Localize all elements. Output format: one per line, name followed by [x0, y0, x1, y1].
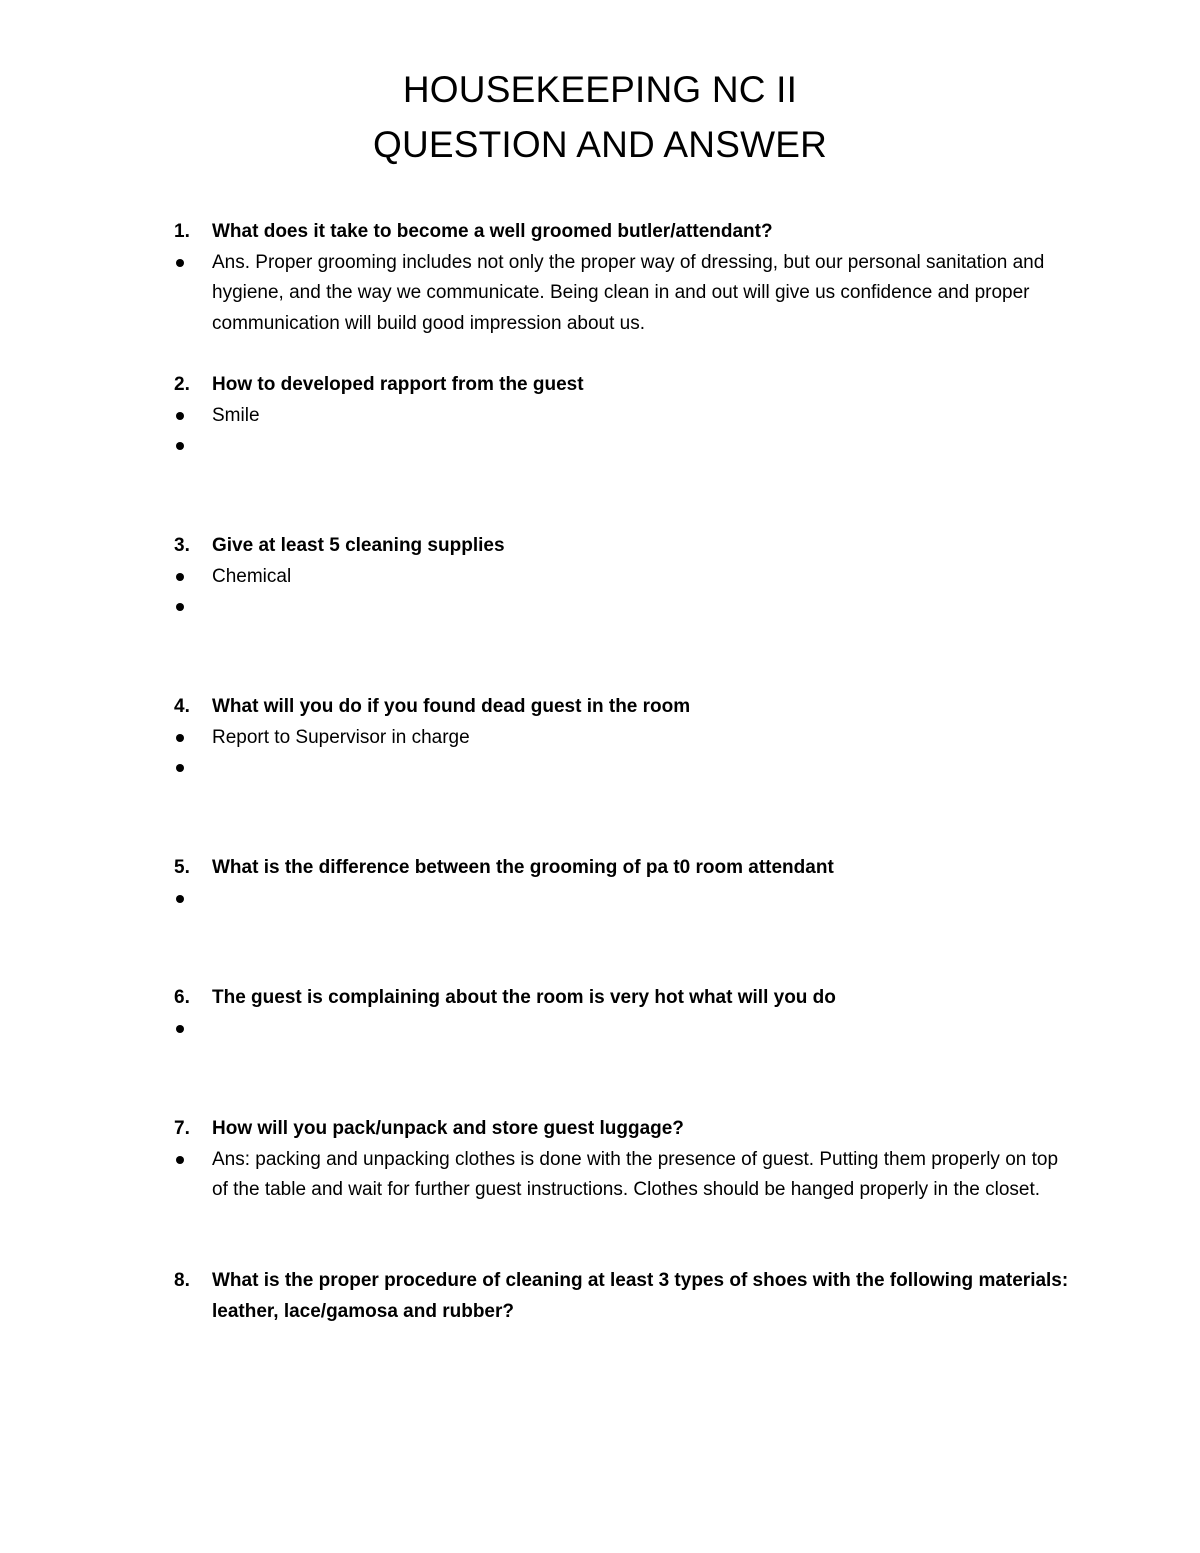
question-text: What is the difference between the grooming of pa t0 room attendant	[212, 857, 834, 878]
question-text: How to developed rapport from the guest	[212, 374, 584, 395]
answer-text: Report to Supervisor in charge	[212, 726, 470, 748]
answer-bullet-empty	[174, 592, 1074, 623]
answer-text: Ans. Proper grooming includes not only the proper way of dressing, but our personal sanitation and hygiene, and the way we communicate. Being clean in and out will give us confidence and proper communication will build good impression about us.	[212, 251, 1045, 334]
question-heading	[174, 531, 1074, 562]
question-3	[174, 531, 1074, 623]
question-heading	[174, 692, 1074, 723]
question-heading	[174, 1114, 1074, 1145]
document-title	[0, 62, 1200, 172]
bullet-icon	[176, 442, 184, 450]
question-heading	[174, 217, 1074, 248]
question-text: The guest is complaining about the room is very hot what will you do	[212, 987, 836, 1008]
question-text: Give at least 5 cleaning supplies	[212, 535, 505, 556]
answer-bullet-empty	[174, 1014, 1074, 1045]
answer-bullet	[174, 248, 1074, 340]
question-2	[174, 370, 1074, 462]
bullet-icon	[176, 1025, 184, 1033]
title-line-1: HOUSEKEEPING NC II	[402, 69, 798, 110]
question-text: What does it take to become a well groomed butler/attendant?	[212, 221, 773, 242]
bullet-icon	[176, 412, 184, 420]
question-text: What is the proper procedure of cleaning at least 3 types of shoes with the following materials: leather, lace/gamosa and rubber?	[212, 1270, 1069, 1322]
question-number: 6.	[174, 987, 190, 1008]
question-heading	[174, 1266, 1074, 1327]
question-5	[174, 853, 1074, 914]
title-line-2: QUESTION AND ANSWER	[372, 124, 828, 165]
question-heading	[174, 983, 1074, 1014]
answer-text: Ans: packing and unpacking clothes is done with the presence of guest. Putting them properly on top of the table and wait for further guest instructions. Clothes should be hanged properly in the closet.	[212, 1148, 1059, 1200]
question-heading	[174, 370, 1074, 401]
answer-bullet	[174, 723, 1074, 754]
question-text: How will you pack/unpack and store guest luggage?	[212, 1118, 684, 1139]
question-text: What will you do if you found dead guest in the room	[212, 696, 691, 717]
bullet-icon	[176, 734, 184, 742]
question-8	[174, 1266, 1074, 1327]
answer-bullet	[174, 562, 1074, 593]
question-1	[174, 217, 1074, 339]
question-number: 3.	[174, 535, 190, 556]
bullet-icon	[176, 573, 184, 581]
answer-bullet-empty	[174, 431, 1074, 462]
question-heading	[174, 853, 1074, 884]
bullet-icon	[176, 764, 184, 772]
answer-bullet	[174, 1145, 1074, 1206]
bullet-icon	[176, 1156, 184, 1164]
question-7	[174, 1114, 1074, 1206]
question-number: 8.	[174, 1270, 190, 1291]
question-number: 7.	[174, 1118, 190, 1139]
bullet-icon	[176, 895, 184, 903]
question-number: 1.	[174, 221, 190, 242]
question-4	[174, 692, 1074, 784]
bullet-icon	[176, 259, 184, 267]
answer-bullet	[174, 401, 1074, 432]
answer-bullet-empty	[174, 884, 1074, 915]
question-number: 2.	[174, 374, 190, 395]
question-6	[174, 983, 1074, 1044]
answer-text: Smile	[212, 404, 260, 426]
answer-text: Chemical	[212, 565, 292, 587]
question-number: 5.	[174, 857, 190, 878]
question-number: 4.	[174, 696, 190, 717]
answer-bullet-empty	[174, 753, 1074, 784]
bullet-icon	[176, 603, 184, 611]
